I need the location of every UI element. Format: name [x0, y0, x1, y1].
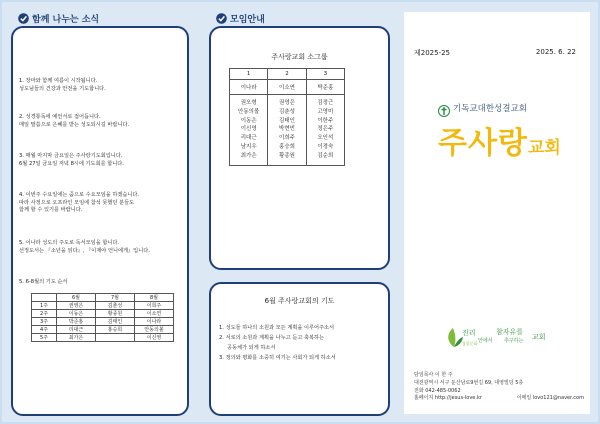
table-cell — [96, 334, 135, 342]
prayer-schedule-table — [31, 293, 174, 342]
group-column — [268, 95, 306, 165]
group-column — [307, 95, 344, 165]
member-name: 이신영 — [240, 126, 257, 133]
table-cell: 이신영 — [135, 334, 174, 342]
slogan-part: 참자유를 — [496, 328, 524, 336]
member-name: 홍승희 — [279, 143, 295, 150]
table-row — [32, 334, 174, 342]
slogan-small: 참잘문화 — [462, 341, 478, 346]
news-item-line: 3. 매월 마지막 금요일은 주사랑기도회입니다. — [19, 153, 123, 159]
table-cell: 이희주 — [135, 302, 174, 310]
news-item-line: 성도님들의 건강과 안전을 기도합니다. — [19, 85, 106, 92]
news-item-line: 6월 27일 금요일 저녁 8시에 기도회를 합니다. — [19, 160, 124, 167]
table-cell: 안동의볼 — [135, 326, 174, 334]
table-cell: 2주 — [32, 310, 57, 318]
table-cell: 1주 — [32, 302, 57, 310]
group-column — [230, 95, 268, 165]
issue-date: 2025. 6. 22 — [535, 48, 576, 56]
table-cell: 이소연 — [135, 310, 174, 318]
table-row — [32, 326, 174, 334]
news-item-5 — [19, 240, 177, 255]
schedule-title: 5. 6-8월의 기도 순서 — [19, 279, 68, 285]
news-title: 함께 나누는 소식 — [32, 15, 100, 25]
groups-title: 주사랑교회 소그룹 — [271, 53, 328, 61]
news-item-2 — [19, 114, 177, 129]
table-cell: 박준홍 — [57, 318, 96, 326]
member-name: 리대근 — [240, 135, 257, 142]
table-cell: 김태인 — [96, 318, 135, 326]
prayer-panel — [209, 282, 390, 416]
table-row — [32, 294, 174, 302]
news-item-line: 2. 성경통독에 예언서로 접어듭니다. — [19, 114, 101, 120]
member-name: 이동은 — [240, 117, 257, 124]
table-cell: 이동은 — [57, 310, 96, 318]
email-link[interactable]: 이메일 lovo121@naver.com — [516, 395, 584, 402]
prayer-title: 6월 주사랑교회의 기도 — [264, 297, 335, 305]
prayer-line: 2. 서로의 소원과 계획을 나누고 듣고 축복하는 — [219, 334, 325, 341]
member-name: 김춘성 — [279, 108, 295, 115]
news-item-line: 따라 사정으로 오프라인 모임에 참석 못했던 분들도 — [19, 199, 135, 206]
meeting-title: 모임안내 — [230, 15, 265, 25]
news-item-line: 1. 장마와 함께 여름이 시작됩니다. — [19, 78, 98, 84]
slogan-part: 진리 — [462, 329, 476, 337]
news-item-4 — [19, 192, 177, 215]
table-row — [230, 69, 344, 80]
issue-number: 제2025-25 — [414, 49, 451, 57]
prayer-line: 3. 정의와 평화를 소중히 여기는 사회가 되게 하소서 — [219, 354, 336, 361]
table-cell: 김춘성 — [96, 302, 135, 310]
news-section-title — [18, 12, 99, 25]
denomination-logo-icon — [438, 102, 450, 114]
pastor: 담임목사 이 한 주 — [414, 372, 453, 378]
table-row — [32, 318, 174, 326]
table-header: 7월 — [96, 294, 135, 302]
denomination — [438, 102, 527, 114]
news-item-3 — [19, 153, 177, 168]
small-groups-table — [229, 68, 345, 166]
news-item-line: 매일 말씀으로 은혜를 받는 성도되시길 바랍니다. — [19, 121, 130, 128]
church-name-suffix: 교회 — [527, 138, 561, 158]
member-name: 최가은 — [240, 152, 257, 159]
check-icon — [18, 13, 29, 24]
group-number: 2 — [268, 69, 306, 79]
pastor-line — [414, 372, 584, 380]
meeting-section-title — [216, 12, 265, 25]
table-header: 6월 — [57, 294, 96, 302]
group-leader: 박준홍 — [317, 85, 334, 91]
news-item-line: 선정도서는 『소년을 읽다』, 『이제야 언니에게』입니다. — [19, 247, 150, 254]
leaf-logo-icon — [444, 326, 464, 348]
member-name: 이희주 — [279, 135, 295, 142]
slogan-part: 교회 — [532, 333, 546, 341]
member-name: 고영미 — [317, 108, 334, 115]
news-item-line: 함께 할 수 있기를 바랍니다. — [19, 207, 83, 214]
cover-panel — [404, 12, 590, 414]
group-number: 1 — [230, 69, 268, 79]
table-cell: 최가은 — [57, 334, 96, 342]
member-name: 남지우 — [240, 143, 257, 150]
news-item-1 — [19, 78, 177, 93]
church-name-main: 주사랑 — [438, 126, 528, 161]
prayer-list — [219, 324, 384, 364]
denomination-text: 기독교대한성결교회 — [453, 104, 527, 114]
member-name: 황종원 — [279, 152, 295, 159]
homepage-link[interactable]: 홈페이지 http://jesus-love.kr — [414, 395, 482, 402]
table-cell: 이나라 — [135, 318, 174, 326]
church-name — [438, 118, 561, 162]
table-cell: 황종원 — [96, 310, 135, 318]
church-phone: 전화 042-485-0062 — [414, 387, 461, 394]
table-cell: 홍승희 — [96, 326, 135, 334]
slogan-part: 추구하는 — [504, 338, 524, 344]
member-name: 김순희 — [317, 152, 334, 159]
table-cell: 권영은 — [57, 302, 96, 310]
news-item-line: 5. 이나라 성도의 주도로 독서모임을 합니다. — [19, 240, 120, 246]
member-name: 오인석 — [317, 135, 334, 142]
member-name: 권영은 — [279, 100, 295, 106]
group-leader: 이소연 — [268, 80, 306, 94]
slogan-part: 안에서 — [478, 338, 493, 344]
group-number: 3 — [323, 71, 328, 77]
small-groups-panel — [209, 26, 390, 270]
table-row — [32, 310, 174, 318]
church-address: 대전광역시 서구 둔산남로9번길 69, 대영빌딩 5층 — [414, 379, 524, 386]
member-name: 이경숙 — [317, 143, 334, 150]
member-name: 안동의볼 — [238, 108, 260, 115]
member-name: 김태인 — [279, 117, 295, 124]
table-header — [32, 294, 57, 302]
member-name: 김정근 — [317, 100, 334, 106]
group-leader: 이나라 — [230, 80, 268, 94]
member-name: 박현빈 — [279, 126, 295, 133]
prayer-line: 공동체가 되게 하소서 — [227, 344, 276, 351]
web-line — [414, 395, 584, 403]
table-cell: 3주 — [32, 318, 57, 326]
church-slogan — [444, 324, 584, 364]
check-icon — [216, 13, 227, 24]
member-name: 정은주 — [317, 126, 334, 133]
news-panel — [11, 26, 189, 416]
member-name: 이한주 — [317, 117, 334, 124]
member-name: 권오형 — [240, 100, 257, 106]
group-members — [230, 95, 344, 165]
table-cell: 리대근 — [57, 326, 96, 334]
table-row — [230, 80, 344, 95]
table-row — [32, 302, 174, 310]
news-item-line: 4. 이번주 수요일에는 줌으로 수요모임을 하겠습니다. — [19, 192, 140, 198]
church-contact — [414, 372, 584, 403]
prayer-line: 1. 성도들 하나의 소원과 모든 계획을 이루어주소서 — [219, 325, 335, 331]
table-header: 8월 — [135, 294, 174, 302]
table-cell: 4주 — [32, 326, 57, 334]
table-cell: 5주 — [32, 334, 57, 342]
